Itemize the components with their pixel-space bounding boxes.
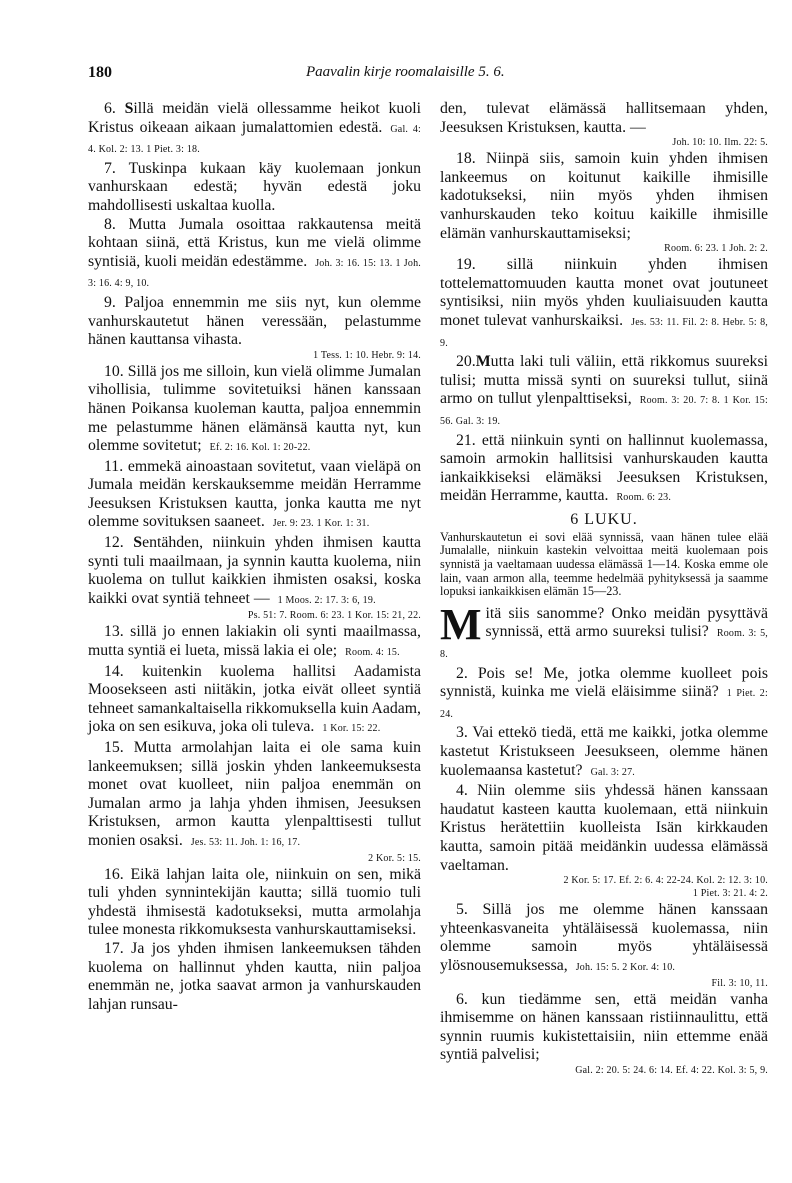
cross-reference: Ps. 51: 7. Room. 6: 23. 1 Kor. 15: 21, 22. — [247, 610, 421, 622]
cross-reference: Room. 6: 23. — [616, 492, 672, 504]
cross-reference: Jes. 53: 11. Joh. 1: 16, 17. — [190, 836, 301, 848]
cross-reference: Fil. 3: 10, 11. — [711, 977, 768, 989]
verse-5-17-continued: den, tulevat elämässä hallitsemaan yhden, Jeesuksen Kristuksen, kautta. — — [440, 100, 768, 136]
verse-text: 10. Sillä jos me silloin, kun vielä olimme Jumalan vihollisia, tulimme sovitetuiksi hänen kanssaan hänen Poikansa kuoleman kautta, paljoa ennemmin me pelastumme hänen elämänsä kautta nyt, kun olemme sovitetut; — [88, 362, 421, 455]
cross-reference: Room. 4: 15. — [345, 647, 400, 659]
cross-reference: 1 Piet. 2: 24. — [440, 688, 768, 720]
bold-initial: S — [133, 534, 143, 552]
verse-5-11 — [88, 458, 421, 534]
verse-5-6 — [88, 100, 421, 160]
verse-number: 12. — [104, 534, 124, 552]
verse-text: 14. kuitenkin kuolema hallitsi Aadamista Moosekseen asti niitäkin, jotka eivät olleet syntiä tehneet samankaltaisella rikkomuksella kuin Aadam, joka on sen esikuva, joka oli tuleva. — [88, 662, 421, 736]
verse-text: 8. Mutta Jumala osoittaa rakkautensa meitä kohtaan siinä, että Kristus, kun me vielä olimme syntisiä, kuoli meidän edestämme. — [88, 215, 421, 270]
verse-number: 20. — [456, 353, 476, 371]
verse-6-6: 6. kun tiedämme sen, että meidän vanha ihmisemme on hänen kanssaan ristiinnaulittu, että synnin ruumis kukistettaisiin, niin ettemme enää syntiä palvelisi; — [440, 990, 768, 1064]
verse-text: utta laki tuli väliin, että rikkomus suureksi tulisi; mutta missä synti on suureksi tullut, siinä armo on tullut ylenpalttiseksi, — [440, 353, 768, 408]
verse-5-12 — [88, 534, 421, 610]
chapter-summary: Vanhurskautetun ei sovi elää synnissä, vaan hänen tulee elää Jumalalle, niinkuin kastekin velvoittaa meitä kuolemaan pois synnistä ja vaeltamaan uudessa elämässä 1—14. Koska emme ole lain, vaan armon alla, teemme hedelmää pyhityksessä ja saamme lopuksi iankaikkisen elämän 15—23. — [440, 529, 768, 599]
verse-5-19 — [440, 256, 768, 353]
cross-reference: Jer. 9: 23. 1 Kor. 1: 31. — [272, 518, 370, 530]
verse-5-18: 18. Niinpä siis, samoin kuin yhden ihmisen lankeemus on koitunut kaikille ihmisille kadotukseksi, niin myös yhden ihmisen vanhurskauden teko koituu kaikille ihmisille elämän vanhurskauttamiseksi; — [440, 150, 768, 242]
drop-cap: M — [440, 599, 482, 649]
verse-text: illä meidän vielä ollessamme heikot kuoli Kristus oikeaan aikaan jumalattomien edestä. — [88, 100, 421, 136]
verse-text: 15. Mutta armolahjan laita ei ole sama kuin lankeemuksen; sillä joskin yhden lankeemuksesta monet ovat kuolleet, niin paljoa enemmän on Jumalan armo ja lahja yhden ihmisen, Jeesuksen Kristuksen, armon kautta ylenpalttisesti tullut monien osaksi. — [88, 739, 421, 849]
verse-number: 6. — [104, 100, 116, 117]
page-header — [88, 64, 768, 86]
cross-reference: Room. 6: 23. 1 Joh. 2: 2. — [664, 243, 768, 255]
verse-text: 19. sillä niinkuin yhden ihmisen tottelemattomuuden kautta monet ovat joutuneet syntisiksi, niin myös yhden kuuliaisuuden kautta monet tulevat vanhurskaiksi. — [440, 256, 768, 329]
verse-5-14 — [88, 663, 421, 739]
cross-reference: Gal. 4: 4. Kol. 2: 13. 1 Piet. 3: 18. — [88, 123, 421, 156]
verse-text: 13. sillä jo ennen lakiakin oli synti maailmassa, mutta syntiä ei lueta, missä lakia ei ole; — [88, 623, 421, 660]
verse-5-13 — [88, 623, 421, 662]
running-title: Paavalin kirje roomalaisille 5. 6. — [306, 64, 505, 80]
cross-reference: 1 Piet. 3: 21. 4: 2. — [692, 888, 768, 900]
chapter-heading: 6 LUKU. — [570, 510, 638, 528]
cross-reference: Ef. 2: 16. Kol. 1: 20-22. — [209, 442, 311, 454]
verse-5-10 — [88, 363, 421, 458]
verse-6-2 — [440, 665, 768, 725]
verse-6-1 — [440, 599, 768, 665]
verse-text: 2. Pois se! Me, jotka olemme kuolleet pois synnistä, kuinka me vielä eläisimme siinä? — [440, 664, 768, 701]
verse-text: 11. emmekä ainoastaan sovitetut, vaan vieläpä on Jumala meidän kerskauksemme meidän Herramme Jeesuksen Kristuksen kautta, jonka kautta me nyt olemme sovituksen saaneet. — [88, 457, 421, 531]
cross-reference: Joh. 10: 10. Ilm. 22: 5. — [672, 137, 768, 149]
cross-reference: Gal. 2: 20. 5: 24. 6: 14. Ef. 4: 22. Kol. 3: 5, 9. — [575, 1064, 768, 1076]
verse-5-8 — [88, 216, 421, 294]
verse-text: entähden, niinkuin yhden ihmisen kautta synti tuli maailmaan, ja synnin kautta kuolema, niin kuolema on tullut kaikkien ihmisten osaksi, koska kaikki ovat syntiä tehneet — — [88, 534, 421, 607]
verse-6-5 — [440, 901, 768, 977]
verse-text: 5. Sillä jos me olemme hänen kanssaan yhteenkasvaneita yhtäläisessä kuolemassa, niin olemme samoin myös yhtäläisessä ylösnousemuksessa, — [440, 901, 768, 974]
verse-5-20 — [440, 353, 768, 431]
cross-reference: 1 Tess. 1: 10. Hebr. 9: 14. — [313, 349, 421, 361]
verse-6-4: 4. Niin olemme siis yhdessä hänen kanssaan haudatut kasteen kautta kuolemaan, että niinkuin Kristus herätettiin kuolleista Isän kirkkauden kautta, samoin pitää meidänkin uudessa elämässä vaeltaman. — [440, 782, 768, 874]
verse-5-16: 16. Eikä lahjan laita ole, niinkuin on sen, mikä tuli yhden synnintekijän kautta; sillä tuomio tuli yhdestä ihmisestä kadotukseksi, mutta armolahja tulee monesta rikkomuksesta vanhurskauttamiseksi. — [88, 865, 421, 939]
page-number: 180 — [88, 64, 112, 81]
cross-reference: Jes. 53: 11. Fil. 2: 8. Hebr. 5: 8, 9. — [440, 316, 768, 349]
cross-reference: Gal. 3: 27. — [590, 766, 635, 778]
cross-reference: Room. 3: 20. 7: 8. 1 Kor. 15: 56. Gal. 3: 19. — [440, 395, 768, 427]
verse-5-17: 17. Ja jos yhden ihmisen lankeemuksen tähden kuolema on hallinnut yhden kautta, niin paljoa enemmän ne, jotka saavat armon ja vanhurskauden lahjan runsau- — [88, 939, 421, 1013]
verse-5-7: 7. Tuskinpa kukaan käy kuolemaan jonkun vanhurskaan edestä; hyvän edestä joku mahdollisesti uskaltaa kuolla. — [88, 159, 421, 214]
verse-5-21 — [440, 432, 768, 508]
right-column — [440, 100, 768, 1078]
verse-5-15 — [88, 739, 421, 853]
cross-reference: Joh. 3: 16. 15: 13. 1 Joh. 3: 16. 4: 9, 10. — [88, 257, 421, 290]
cross-reference: Joh. 15: 5. 2 Kor. 4: 10. — [575, 961, 676, 973]
cross-reference: 1 Moos. 2: 17. 3: 6, 19. — [277, 594, 376, 606]
verse-6-3 — [440, 724, 768, 782]
cross-reference: 2 Kor. 5: 17. Ef. 2: 6. 4: 22-24. Kol. 2: 12. 3: 10. — [563, 875, 768, 887]
bold-initial: S — [124, 100, 134, 117]
verse-5-9: 9. Paljoa ennemmin me siis nyt, kun olemme vanhurskautetut hänen veressään, pelastumme hänen kauttansa vihasta. — [88, 293, 421, 349]
cross-reference: 2 Kor. 5: 15. — [368, 852, 421, 864]
verse-text: 3. Vai ettekö tiedä, että me kaikki, jotka olemme kastetut Kristukseen Jeesukseen, olemme hänen kuolemaansa kastetut? — [440, 724, 768, 779]
verse-text: itä siis sanomme? Onko meidän pysyttävä synnissä, että armo suureksi tulisi? — [485, 604, 768, 641]
cross-reference: 1 Kor. 15: 22. — [322, 723, 381, 735]
left-column — [88, 100, 421, 1014]
verse-text: 21. että niinkuin synti on hallinnut kuolemassa, samoin armokin hallitsisi vanhurskauden kautta iankaikkiseksi elämäksi Jeesuksen Kristuksen, meidän Herramme, kautta. — [440, 431, 768, 505]
bold-initial: M — [475, 353, 491, 371]
cross-reference: Room. 3: 5, 8. — [440, 628, 768, 661]
